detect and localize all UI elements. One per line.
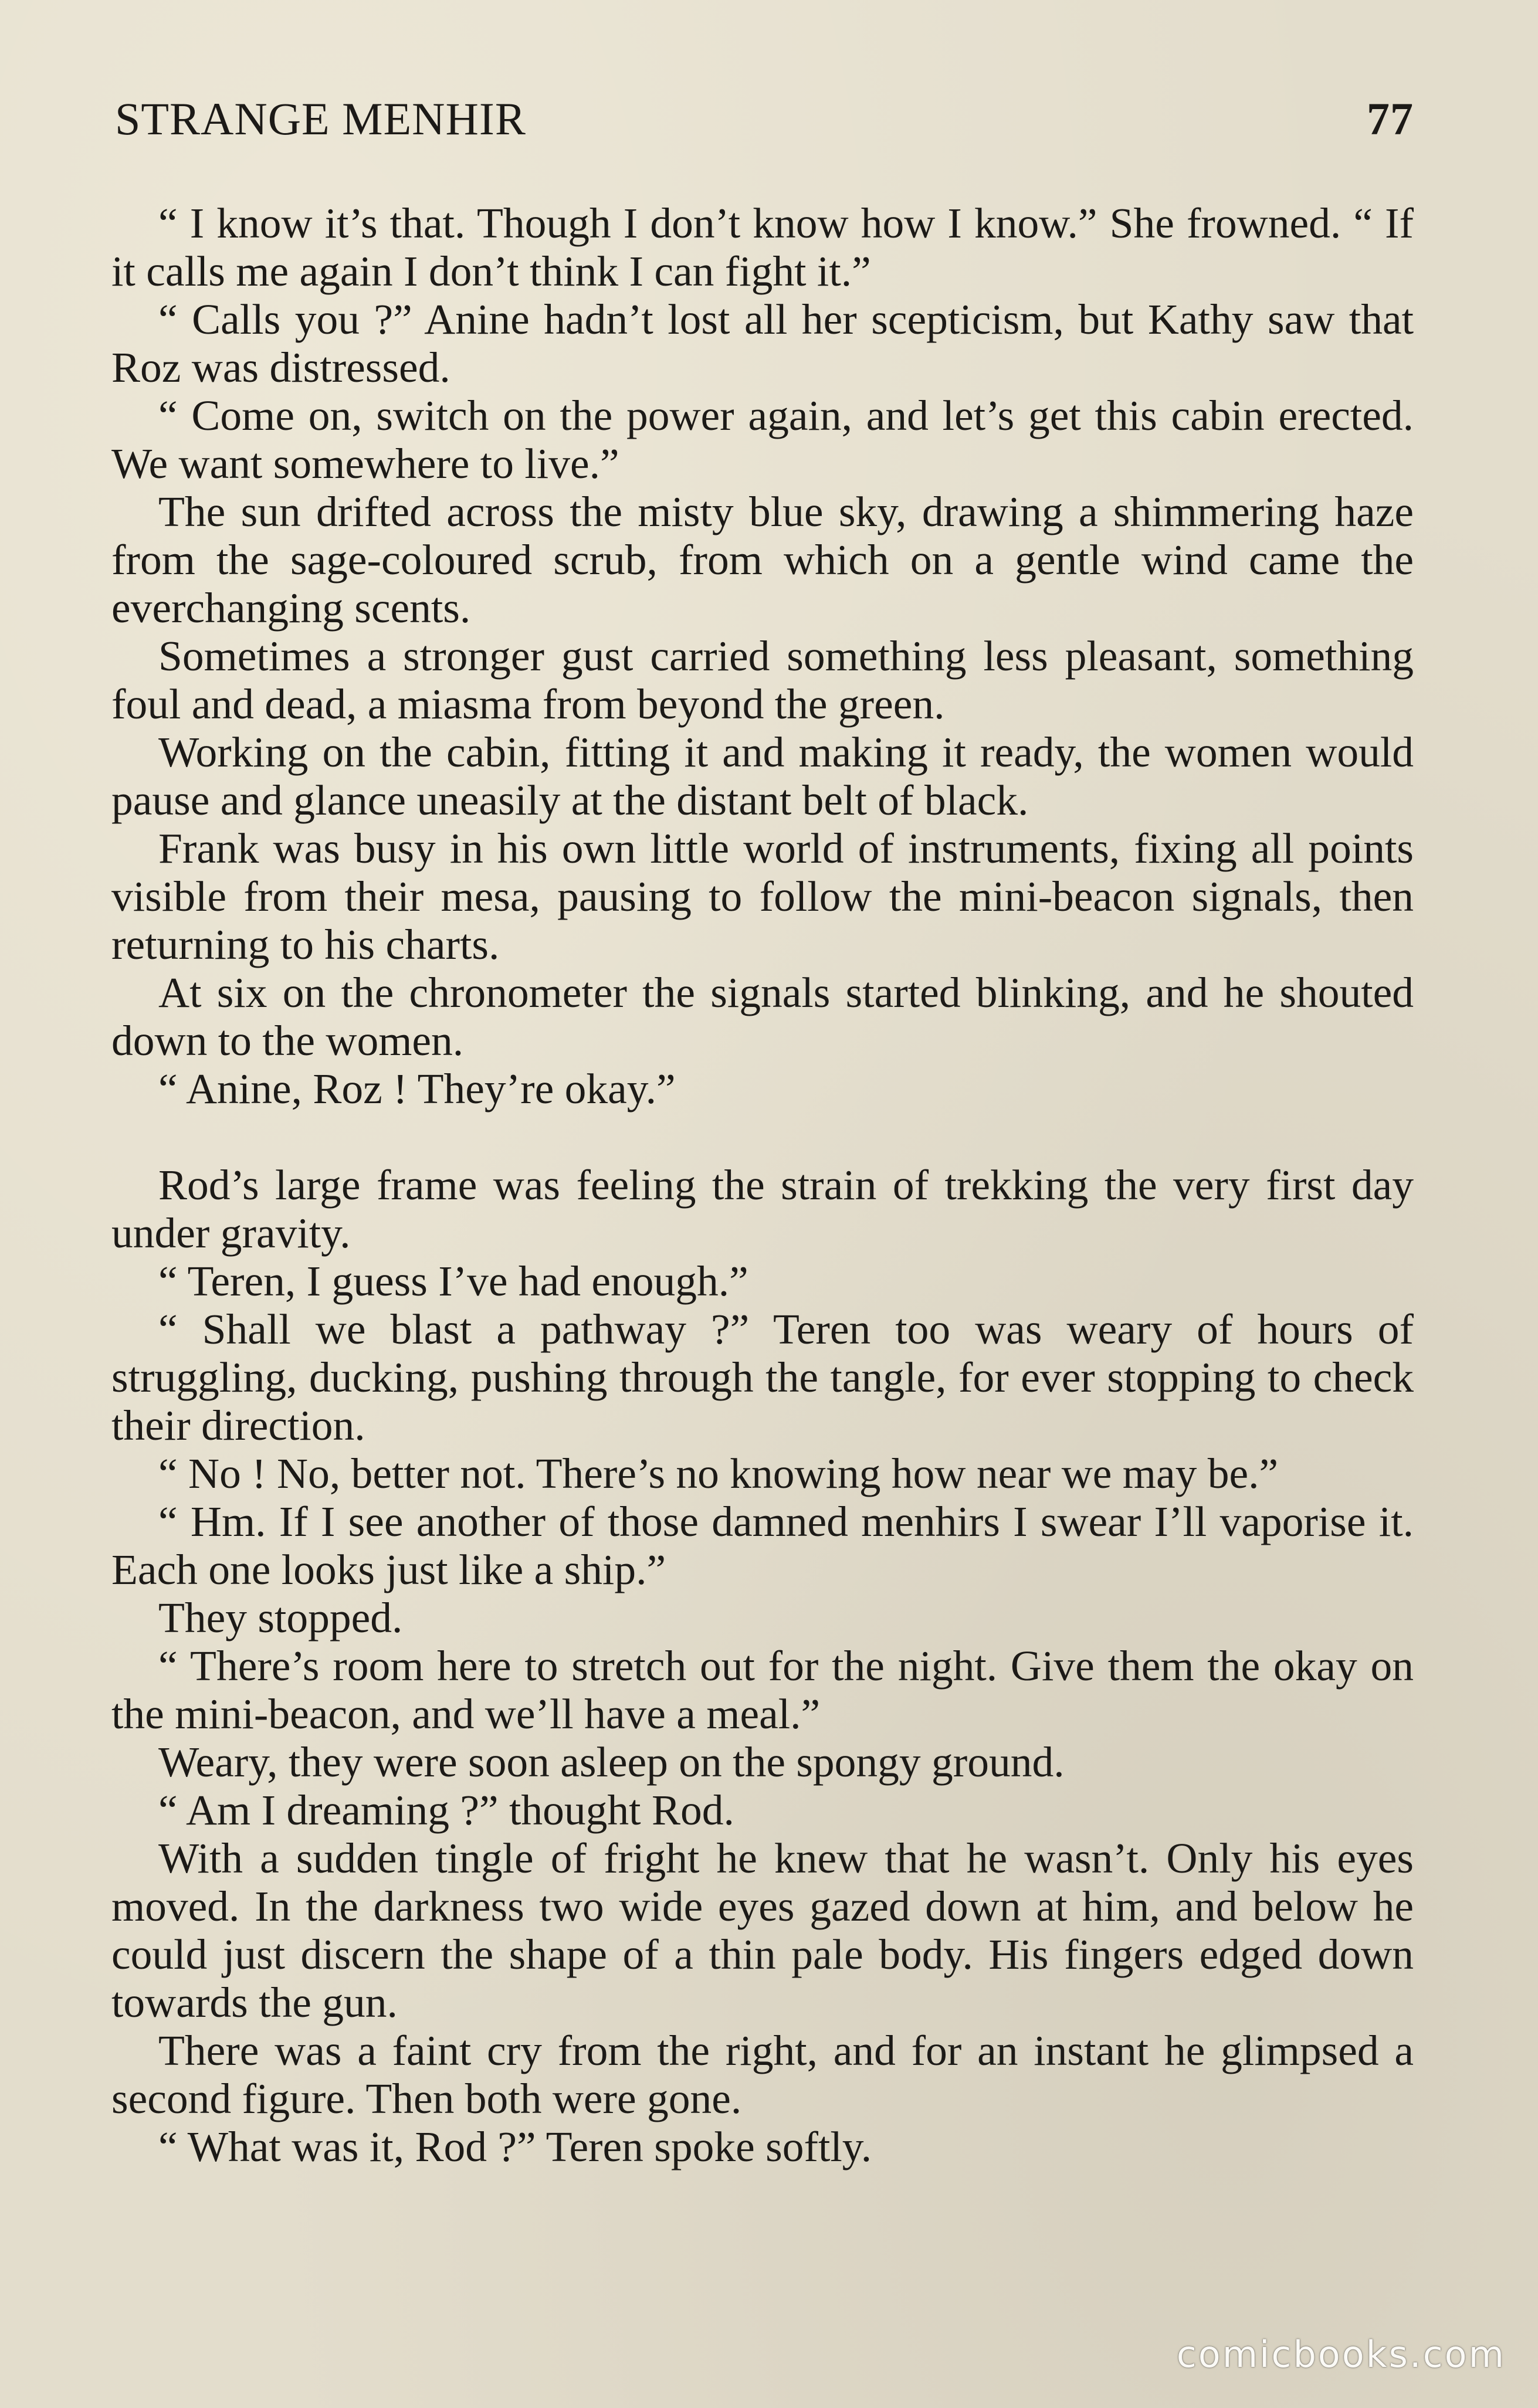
paragraph: “ Anine, Roz ! They’re okay.” (158, 1065, 676, 1113)
paragraph: “ No ! No, better not. There’s no knowing how near we may be.” (158, 1450, 1279, 1497)
book-page (111, 88, 1414, 2317)
paragraph: “ Calls you ?” Anine hadn’t lost all her scepticism, but Kathy saw that Roz was distressed. (111, 296, 1414, 391)
paragraph: “ Hm. If I see another of those damned menhirs I swear I’ll vaporise it. Each one looks just like a ship.” (111, 1498, 1414, 1593)
paragraph: “ Shall we blast a pathway ?” Teren too was weary of hours of struggling, ducking, pushing through the tangle, for ever stopping to check their direction. (111, 1305, 1414, 1449)
paragraph: Working on the cabin, fitting it and making it ready, the women would pause and glance uneasily at the distant belt of black. (111, 728, 1414, 824)
paragraph: There was a faint cry from the right, and for an instant he glimpsed a second figure. Then both were gone. (111, 2027, 1414, 2122)
paragraph: “ What was it, Rod ?” Teren spoke softly. (158, 2123, 872, 2170)
running-title: STRANGE MENHIR (115, 93, 526, 144)
paragraph: Frank was busy in his own little world of instruments, fixing all points visible from their mesa, pausing to follow the mini-beacon signals, then returning to his charts. (111, 825, 1414, 968)
paragraph: “ There’s room here to stretch out for the night. Give them the okay on the mini-beacon, and we’ll have a meal.” (111, 1642, 1414, 1738)
body-text (111, 199, 1414, 2171)
paragraph: “ Come on, switch on the power again, and let’s get this cabin erected. We want somewhere to live.” (111, 392, 1414, 487)
paragraph: “ Teren, I guess I’ve had enough.” (158, 1257, 748, 1305)
paragraph: “ Am I dreaming ?” thought Rod. (158, 1786, 734, 1834)
paragraph: Weary, they were soon asleep on the spongy ground. (158, 1738, 1065, 1786)
running-head (111, 88, 1414, 158)
paragraph: At six on the chronometer the signals started blinking, and he shouted down to the women. (111, 969, 1414, 1064)
paragraph: They stopped. (158, 1594, 403, 1641)
watermark: comicbooks.com (1176, 2333, 1506, 2376)
paragraph: With a sudden tingle of fright he knew that he wasn’t. Only his eyes moved. In the darkness two wide eyes gazed down at him, and below he could just discern the shape of a thin pale body. His fingers edged down towards the gun. (111, 1834, 1414, 2026)
paragraph: “ I know it’s that. Though I don’t know how I know.” She frowned. “ If it calls me again I don’t think I can fight it.” (111, 199, 1414, 295)
paragraph: Rod’s large frame was feeling the strain of trekking the very first day under gravity. (111, 1161, 1414, 1257)
paragraph: The sun drifted across the misty blue sky, drawing a shimmering haze from the sage-coloured scrub, from which on a gentle wind came the everchanging scents. (111, 488, 1414, 632)
paragraph: Sometimes a stronger gust carried something less pleasant, something foul and dead, a miasma from beyond the green. (111, 632, 1414, 728)
page-number: 77 (1367, 93, 1414, 144)
